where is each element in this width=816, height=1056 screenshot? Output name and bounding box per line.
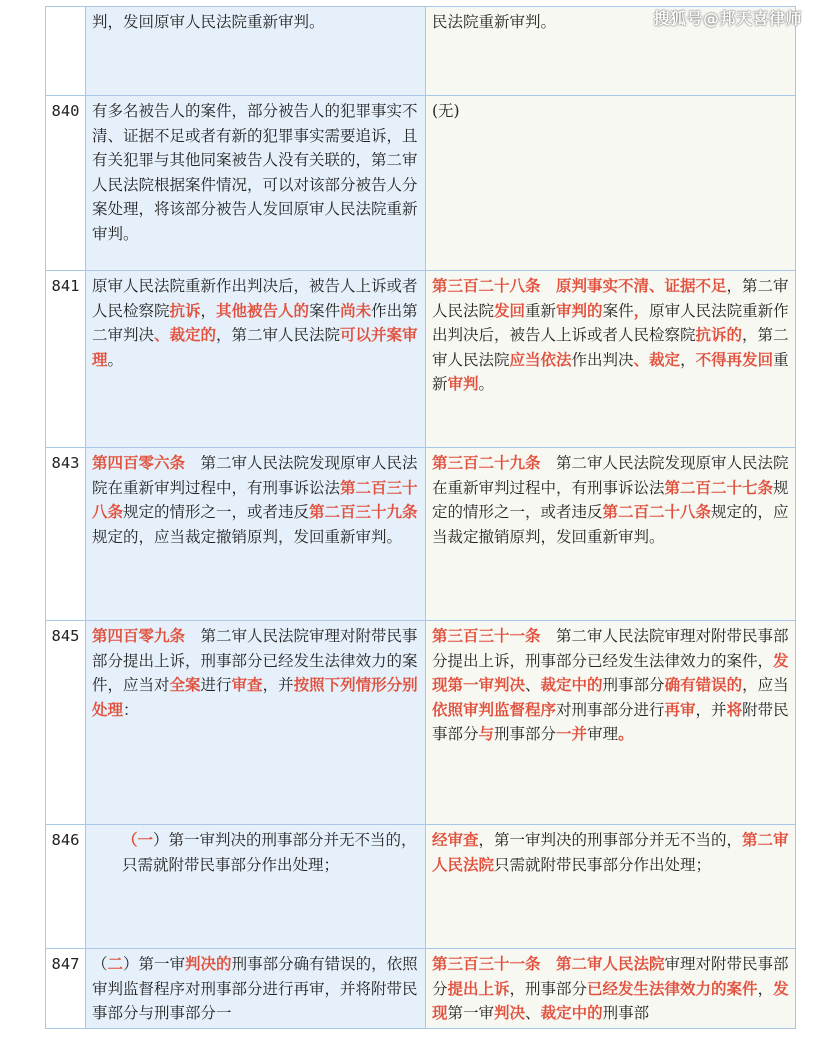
text-segment: 规定的，应当裁定撤销原判，发回重新审判。: [92, 527, 403, 546]
old-provision-cell: [86, 7, 426, 96]
highlighted-text: 其他被告人的: [216, 300, 310, 320]
new-provision-cell: [426, 96, 796, 271]
text-segment: 第一审: [447, 1004, 495, 1022]
text-segment: 附带民事部分: [432, 700, 789, 743]
provision-text: [92, 99, 421, 246]
highlighted-text: 第三百二十八条 原判事实不清、证据不足: [432, 276, 727, 295]
highlighted-text: 审判的: [556, 300, 603, 320]
old-provision-cell: [86, 621, 426, 825]
text-segment: 刑事部分: [494, 725, 557, 743]
text-segment: ：: [123, 700, 139, 719]
provision-text: [432, 624, 791, 747]
text-segment: ，第二审人民法院: [216, 326, 341, 344]
text-segment: 、: [525, 676, 541, 694]
highlighted-text: 二: [107, 954, 124, 973]
text-segment: 判，发回原审人民法院重新审判。: [92, 13, 325, 31]
table-row: [46, 825, 796, 949]
text-segment: 规定的情形之一，或者违反: [432, 478, 789, 521]
highlighted-text: 发现第一审判决: [432, 650, 789, 694]
text-segment: ）第一审判决的刑事部分并无不当的，只需就附带民事部分作出处理；: [122, 831, 417, 874]
text-segment: （: [92, 955, 108, 973]
text-segment: ，: [200, 301, 217, 320]
table-row: [46, 949, 796, 1029]
text-segment: 刑事部: [602, 1004, 650, 1022]
row-number: 847: [46, 949, 86, 1029]
comparison-table: [45, 6, 796, 1029]
highlighted-text: ，: [633, 300, 650, 320]
row-number: [46, 7, 86, 96]
highlighted-text: 按照下列情形分别处理: [92, 675, 418, 719]
text-segment: 第二审人民法院审理对附带民事部分提出上诉，刑事部分已经发生法律效力的案件，应当对: [92, 627, 418, 694]
text-segment: 审理: [587, 725, 619, 743]
highlighted-text: 经审查: [432, 830, 479, 849]
highlighted-text: 全案: [169, 675, 201, 694]
highlighted-text: 第四百零九条: [92, 626, 186, 645]
highlighted-text: 发回: [494, 300, 526, 320]
text-segment: 规定的，应当裁定撤销原判，发回重新审判。: [432, 503, 789, 546]
highlighted-text: 裁定中的: [540, 1003, 603, 1022]
text-segment: 规定的情形之一，或者违反: [123, 503, 310, 521]
highlighted-text: 不得再发回: [695, 349, 774, 369]
text-segment: ，第一审判决的刑事部分并无不当的，: [478, 831, 743, 849]
text-segment: 进行: [200, 676, 232, 694]
text-segment: 民法院重新审判。: [432, 13, 557, 31]
table-row: [46, 271, 796, 448]
text-segment: 审理对附带民事部分: [432, 955, 789, 998]
text-segment: 原审人民法院重新作出判决后，被告人上诉或者人民检察院: [432, 301, 789, 344]
watermark: 搜狐号@邦天喜律师: [653, 9, 802, 28]
highlighted-text: 。: [618, 724, 634, 743]
highlighted-text: 可以并案审理: [92, 325, 418, 369]
highlighted-text: 判决的: [185, 954, 232, 973]
new-provision-cell: [426, 621, 796, 825]
old-provision-cell: [86, 96, 426, 271]
row-number: 845: [46, 621, 86, 825]
highlighted-text: 第三百二十九条: [432, 453, 541, 472]
provision-text: [92, 10, 421, 35]
row-number: 840: [46, 96, 86, 271]
highlighted-text: 第三百三十一条: [432, 626, 541, 645]
highlighted-text: 第二百二十七条: [664, 477, 774, 497]
old-provision-cell: [86, 949, 426, 1029]
row-number: 846: [46, 825, 86, 949]
new-provision-cell: [426, 949, 796, 1029]
highlighted-text: 第三百三十一条 第二审人民法院: [432, 954, 665, 973]
table-row: [46, 96, 796, 271]
text-segment: 。: [478, 375, 495, 393]
text-segment: 刑事部分: [602, 676, 665, 694]
text-segment: ，并: [695, 700, 727, 719]
new-provision-cell: [426, 448, 796, 621]
text-segment: 对刑事部分进行: [556, 700, 665, 719]
text-segment: 。: [107, 350, 124, 369]
highlighted-text: 发现: [432, 978, 789, 1022]
text-segment: 只需就附带民事部分作出处理；: [494, 855, 712, 874]
text-segment: 重新: [525, 301, 557, 320]
highlighted-text: 判决: [494, 1003, 526, 1022]
highlighted-text: 确有错误的: [664, 675, 743, 694]
highlighted-text: （一: [122, 830, 154, 849]
text-segment: 重新: [432, 350, 789, 393]
text-segment: 第二审人民法院发现原审人民法院在重新审判过程中，有刑事诉讼法: [432, 454, 789, 497]
highlighted-text: 将: [726, 699, 743, 719]
text-segment: ，第二审人民法院: [432, 277, 789, 320]
highlighted-text: 第二百二十八条: [602, 502, 712, 521]
text-segment: ，并: [262, 676, 294, 694]
highlighted-text: 审判: [447, 374, 479, 393]
new-provision-cell: [426, 271, 796, 448]
new-provision-cell: [426, 825, 796, 949]
text-segment: ，应当: [742, 676, 789, 694]
text-segment: 有多名被告人的案件，部分被告人的犯罪事实不清、证据不足或者有新的犯罪事实需要追诉，且有关犯罪与其他同案被告人没有关联的，第二审人民法院根据案件情况，可以对该部分被告人分案处理，将该部分被告人发回原审人民法院重新审判。: [92, 102, 418, 243]
table-row: [46, 448, 796, 621]
old-provision-cell: [86, 448, 426, 621]
text-segment: 、: [525, 1004, 541, 1022]
provision-text: [432, 952, 791, 1026]
old-provision-cell: [86, 271, 426, 448]
highlighted-text: 、裁定的: [154, 325, 217, 344]
text-segment: 案件: [309, 301, 341, 320]
highlighted-text: 审查: [231, 675, 263, 694]
provision-text: [432, 828, 791, 877]
row-number: 841: [46, 271, 86, 448]
text-segment: 第二审人民法院发现原审人民法院在重新审判过程中，有刑事诉讼法: [92, 454, 418, 497]
text-segment: ）第一审: [123, 955, 186, 973]
provision-text: [92, 274, 421, 372]
highlighted-text: 第二审人民法院: [432, 830, 789, 874]
text-segment: ，: [757, 979, 774, 998]
provision-text: [92, 624, 421, 722]
highlighted-text: 应当依法: [509, 349, 572, 369]
highlighted-text: 第二百三十八条: [92, 477, 418, 521]
text-segment: (无): [432, 102, 460, 120]
provision-text: [92, 828, 421, 877]
old-provision-cell: [86, 825, 426, 949]
provision-text: [92, 952, 421, 1026]
highlighted-text: 裁定中的: [540, 675, 603, 694]
highlighted-text: 抗诉的: [695, 325, 743, 344]
highlighted-text: 尚未: [340, 300, 372, 320]
provision-text: [92, 451, 421, 549]
text-segment: ，刑事部分: [509, 979, 588, 998]
highlighted-text: 第二百三十九条: [309, 502, 418, 521]
highlighted-text: 第四百零六条: [92, 453, 186, 472]
highlighted-text: 再审: [664, 699, 696, 719]
highlighted-text: 抗诉: [169, 300, 201, 320]
highlighted-text: 提出上诉: [447, 978, 510, 998]
text-segment: 刑事部分确有错误的，依照审判监督程序对刑事部分进行再审，并将附带民事部分与刑事部分一: [92, 955, 418, 1022]
text-segment: 原审人民法院重新作出判决后，被告人上诉或者人民检察院: [92, 277, 418, 320]
highlighted-text: 已经发生法律效力的案件: [587, 978, 758, 998]
text-segment: ，: [680, 350, 696, 369]
text-segment: 第二审人民法院审理对附带民事部分提出上诉，刑事部分已经发生法律效力的案件，: [432, 627, 789, 670]
provision-text: [432, 99, 791, 124]
text-segment: 作出第二审判决: [92, 301, 418, 344]
provision-text: [432, 451, 791, 549]
text-segment: 案件: [602, 301, 634, 320]
table-row: [46, 621, 796, 825]
provision-text: [432, 274, 791, 397]
highlighted-text: 与: [478, 724, 495, 743]
text-segment: ，第二审人民法院: [432, 326, 789, 369]
row-number: 843: [46, 448, 86, 621]
text-segment: 作出判决: [571, 350, 634, 369]
highlighted-text: 、裁定: [633, 349, 681, 369]
highlighted-text: 一并: [556, 724, 588, 743]
highlighted-text: 依照审判监督程序: [432, 699, 557, 719]
